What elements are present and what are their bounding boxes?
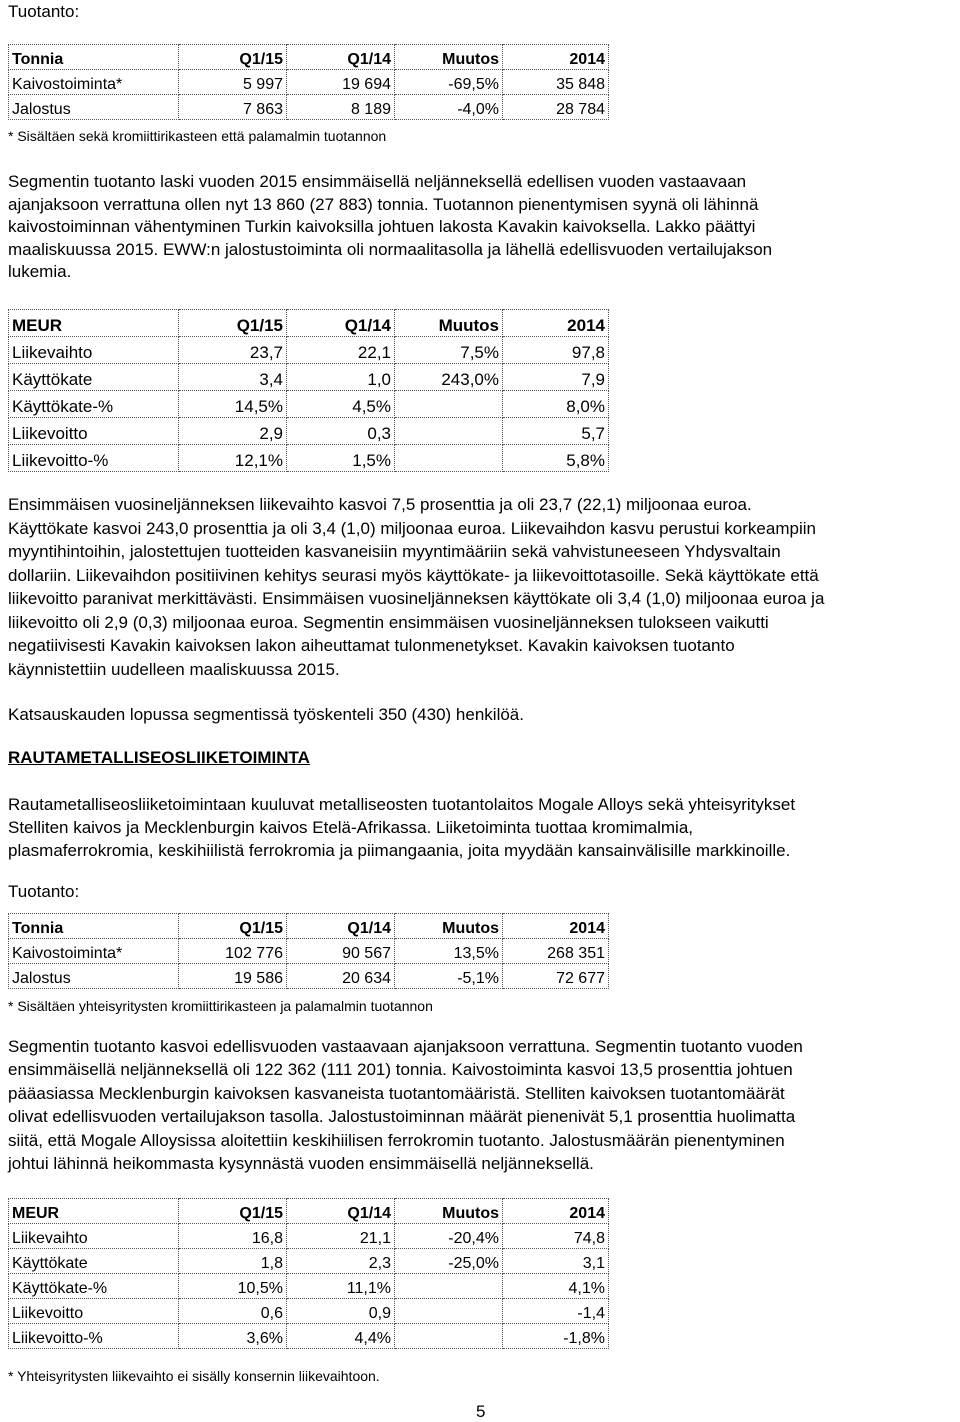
page-number: 5 xyxy=(476,1402,486,1421)
table-cell xyxy=(395,1274,503,1299)
table-cell: Jalostus xyxy=(9,964,179,989)
table-cell: 3,1 xyxy=(503,1249,609,1274)
table-cell: 3,4 xyxy=(179,364,287,391)
header-cell: Tonnia xyxy=(9,45,179,70)
staff-paragraph: Katsauskauden lopussa segmentissä työskenteli 350 (430) henkilöä. xyxy=(8,705,524,724)
paragraph-line: olivat edellisvuoden vertailujakson tasolla. Jalostustoiminnan määrät pienenivät 5,1 prosenttia huolimatta xyxy=(8,1107,796,1127)
table-cell: 72 677 xyxy=(503,964,609,989)
table-cell: -5,1% xyxy=(395,964,503,989)
paragraph-line: Rautametalliseosliiketoimintaan kuuluvat metalliseosten tuotantolaitos Mogale Alloys sekä yhteisyritykset xyxy=(8,795,796,814)
table-cell: Käyttökate xyxy=(9,1249,179,1274)
table-cell: 4,4% xyxy=(287,1324,395,1349)
table-cell: 20 634 xyxy=(287,964,395,989)
table-cell: 35 848 xyxy=(503,70,609,95)
section-heading: RAUTAMETALLISEOSLIIKETOIMINTA xyxy=(8,748,310,767)
table-cell: 13,5% xyxy=(395,939,503,964)
table-row xyxy=(9,1324,609,1349)
table-cell: 102 776 xyxy=(179,939,287,964)
table-header-row xyxy=(9,310,609,337)
table-row xyxy=(9,418,609,445)
paragraph-line: dollariin. Liikevaihdon positiivinen kehitys seurasi myös käyttökate- ja liikevoittotasoille. Sekä käyttökate että xyxy=(8,565,819,585)
table-cell: 14,5% xyxy=(179,391,287,418)
table-cell: 2,9 xyxy=(179,418,287,445)
table-cell: Liikevaihto xyxy=(9,1224,179,1249)
table-cell: -4,0% xyxy=(395,95,503,120)
paragraph-line: Käyttökate kasvoi 243,0 prosenttia ja oli 3,4 (1,0) miljoonaa euroa. Liikevaihdon kasvu perustui korkeampiin xyxy=(8,518,816,538)
financial-table-1 xyxy=(8,309,609,472)
table-cell xyxy=(395,1324,503,1349)
table-row xyxy=(9,337,609,364)
table-cell: 11,1% xyxy=(287,1274,395,1299)
header-cell: Muutos xyxy=(395,310,503,337)
table-cell: 5 997 xyxy=(179,70,287,95)
table-row xyxy=(9,391,609,418)
table-cell: 0,9 xyxy=(287,1299,395,1324)
header-cell: Muutos xyxy=(395,1199,503,1224)
table-cell: -1,4 xyxy=(503,1299,609,1324)
table-row xyxy=(9,1224,609,1249)
table-cell: 7,9 xyxy=(503,364,609,391)
table-cell: 16,8 xyxy=(179,1224,287,1249)
header-cell: Muutos xyxy=(395,914,503,939)
paragraph-line: pääasiassa Mecklenburgin kaivoksen kasvaneista tuotantomääristä. Stelliten kaivoksen tuotantomäärät xyxy=(8,1083,785,1103)
table-header-row xyxy=(9,1199,609,1224)
table-cell: 268 351 xyxy=(503,939,609,964)
table-cell: 4,1% xyxy=(503,1274,609,1299)
table-note-2: * Sisältäen yhteisyritysten kromiittirikasteen ja palamalmin tuotannon xyxy=(8,998,433,1014)
header-cell: Q1/15 xyxy=(179,45,287,70)
header-cell: Q1/15 xyxy=(179,310,287,337)
header-cell: Q1/14 xyxy=(287,310,395,337)
paragraph-line: Segmentin tuotanto kasvoi edellisvuoden vastaavaan ajanjaksoon verrattuna. Segmentin tuotanto vuoden xyxy=(8,1037,803,1056)
table-cell: 0,6 xyxy=(179,1299,287,1324)
tuotanto-label: Tuotanto: xyxy=(8,2,80,21)
table-row xyxy=(9,445,609,472)
table-cell: 243,0% xyxy=(395,364,503,391)
table-header-row xyxy=(9,914,609,939)
table-cell: 2,3 xyxy=(287,1249,395,1274)
header-cell: Q1/14 xyxy=(287,1199,395,1224)
table-note-3: * Yhteisyritysten liikevaihto ei sisälly konsernin liikevaihtoon. xyxy=(8,1368,380,1384)
table-cell: Jalostus xyxy=(9,95,179,120)
table-cell: 5,8% xyxy=(503,445,609,472)
table-cell: 0,3 xyxy=(287,418,395,445)
table-cell: Kaivostoiminta* xyxy=(9,939,179,964)
table-cell: 12,1% xyxy=(179,445,287,472)
table-row xyxy=(9,939,609,964)
table-cell: 97,8 xyxy=(503,337,609,364)
table-cell: Liikevoitto xyxy=(9,418,179,445)
table-note: * Sisältäen sekä kromiittirikasteen että palamalmin tuotannon xyxy=(8,128,387,144)
paragraph-line: myyntihintoihin, jalostettujen tuotteiden kasvaneisiin myyntimääriin sekä vahvistuneeseen Yhdysvaltain xyxy=(8,542,781,561)
table-cell: -20,4% xyxy=(395,1224,503,1249)
table-cell: -25,0% xyxy=(395,1249,503,1274)
tuotanto-label-2: Tuotanto: xyxy=(8,882,80,901)
table-cell: 1,8 xyxy=(179,1249,287,1274)
paragraph-line: ajanjaksoon verrattuna ollen nyt 13 860 (27 883) tonnia. Tuotannon pienentymisen syynä oli lähinnä xyxy=(8,194,759,214)
production-table-1 xyxy=(8,44,609,120)
paragraph-line: maaliskuussa 2015. EWW:n jalostustoiminta oli normaalitasolla ja lähellä edellisvuoden vertailujakson xyxy=(8,239,773,259)
paragraph-line: liikevoitto paranivat merkittävästi. Ensimmäisen vuosineljänneksen käyttökate oli 3,4 (1,0) miljoonaa euroa ja xyxy=(8,589,825,608)
table-cell xyxy=(395,418,503,445)
table-cell: Käyttökate xyxy=(9,364,179,391)
header-cell: 2014 xyxy=(503,310,609,337)
table-cell: 28 784 xyxy=(503,95,609,120)
header-cell: Q1/15 xyxy=(179,914,287,939)
table-header-row xyxy=(9,45,609,70)
table-cell: 74,8 xyxy=(503,1224,609,1249)
table-cell: 21,1 xyxy=(287,1224,395,1249)
header-cell: MEUR xyxy=(9,310,179,337)
table-row xyxy=(9,964,609,989)
table-row xyxy=(9,1274,609,1299)
paragraph-line: lukemia. xyxy=(8,262,72,282)
header-cell: 2014 xyxy=(503,45,609,70)
table-cell: Liikevaihto xyxy=(9,337,179,364)
paragraph-line: kaivostoiminnan vähentyminen Turkin kaivoksilla johtuen lakosta Kavakin kaivoksella. Lakko päättyi xyxy=(8,217,756,237)
paragraph-line: siitä, että Mogale Alloysissa aloitettiin keskihiilisen ferrokromin tuotanto. Jalostusmäärän pienentyminen xyxy=(8,1130,785,1150)
table-cell xyxy=(395,445,503,472)
table-cell: 3,6% xyxy=(179,1324,287,1349)
table-cell xyxy=(395,391,503,418)
table-cell: 23,7 xyxy=(179,337,287,364)
header-cell: Tonnia xyxy=(9,914,179,939)
header-cell: Q1/15 xyxy=(179,1199,287,1224)
table-cell: Liikevoitto-% xyxy=(9,1324,179,1349)
table-cell: 4,5% xyxy=(287,391,395,418)
table-cell: 8,0% xyxy=(503,391,609,418)
table-cell: 5,7 xyxy=(503,418,609,445)
paragraph-line: negatiivisesti Kavakin kaivoksen lakon aiheuttamat tulonmenetykset. Kavakin kaivoksen tuotanto xyxy=(8,636,735,655)
paragraph-line: liikevoitto oli 2,9 (0,3) miljoonaa euroa. Segmentin ensimmäisen vuosineljänneksen tulokseen vaikutti xyxy=(8,612,769,632)
header-cell: 2014 xyxy=(503,914,609,939)
table-row xyxy=(9,1299,609,1324)
paragraph-line: ensimmäisellä neljänneksellä oli 122 362 (111 201) tonnia. Kaivostoiminta kasvoi 13,5 prosenttia johtuen xyxy=(8,1060,793,1080)
header-cell: Q1/14 xyxy=(287,45,395,70)
header-cell: 2014 xyxy=(503,1199,609,1224)
table-cell: 22,1 xyxy=(287,337,395,364)
paragraph-line: käynnistettiin uudelleen maaliskuussa 2015. xyxy=(8,659,340,679)
header-cell: Muutos xyxy=(395,45,503,70)
header-cell: MEUR xyxy=(9,1199,179,1224)
table-cell: Liikevoitto xyxy=(9,1299,179,1324)
table-cell: 7 863 xyxy=(179,95,287,120)
paragraph-line: johtui lähinnä heikommasta kysynnästä vuoden ensimmäisellä neljänneksellä. xyxy=(8,1154,594,1173)
table-cell: Liikevoitto-% xyxy=(9,445,179,472)
table-cell: 19 694 xyxy=(287,70,395,95)
table-cell: Kaivostoiminta* xyxy=(9,70,179,95)
table-cell: 10,5% xyxy=(179,1274,287,1299)
table-cell: -1,8% xyxy=(503,1324,609,1349)
table-cell: Käyttökate-% xyxy=(9,1274,179,1299)
table-row xyxy=(9,364,609,391)
paragraph-line: Stelliten kaivos ja Mecklenburgin kaivos Etelä-Afrikassa. Liiketoiminta tuottaa kromimalmia, xyxy=(8,818,694,837)
paragraph-line: Segmentin tuotanto laski vuoden 2015 ensimmäisellä neljänneksellä edellisen vuoden vastaavaan xyxy=(8,172,747,191)
table-cell: Käyttökate-% xyxy=(9,391,179,418)
table-cell: 90 567 xyxy=(287,939,395,964)
table-cell: 19 586 xyxy=(179,964,287,989)
table-cell: 8 189 xyxy=(287,95,395,120)
table-row xyxy=(9,95,609,120)
table-row xyxy=(9,70,609,95)
paragraph-line: plasmaferrokromia, keskihiilistä ferrokromia ja piimangaania, joita myydään kansainvälisille markkinoille. xyxy=(8,841,791,860)
production-table-2 xyxy=(8,913,609,989)
paragraph-line: Ensimmäisen vuosineljänneksen liikevaihto kasvoi 7,5 prosenttia ja oli 23,7 (22,1) miljoonaa euroa. xyxy=(8,495,752,514)
table-cell: 1,5% xyxy=(287,445,395,472)
header-cell: Q1/14 xyxy=(287,914,395,939)
table-cell: 7,5% xyxy=(395,337,503,364)
table-cell xyxy=(395,1299,503,1324)
table-row xyxy=(9,1249,609,1274)
financial-table-2 xyxy=(8,1198,609,1349)
table-cell: -69,5% xyxy=(395,70,503,95)
table-cell: 1,0 xyxy=(287,364,395,391)
